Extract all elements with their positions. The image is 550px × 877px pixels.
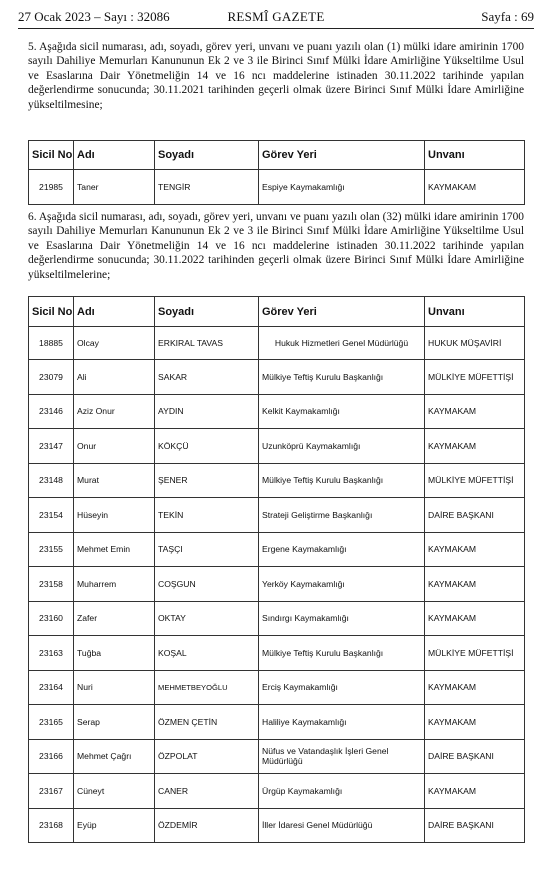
cell-adi: Aziz Onur (74, 394, 155, 429)
section-5-paragraph: 5. Aşağıda sicil numarası, adı, soyadı, görev yeri, unvanı ve puanı yazılı olan (1) mülki idare amirinin 1700 sayılı Dahiliye Memurları Kanununun Ek 2 ve 3 ile Birinci Sınıf Mülki İdare Amirliğine Yükseltilme Usul ve Esaslarına Dair Yönetmeliğin 14 ve 16 ncı maddelerine istinaden 30.11.2022 tarihinde yapılan değerlendirme sonucunda; 30.11.2021 tarihinden geçerli olmak üzere Birinci Sınıf Mülki İdare Amirliğine yükseltilmesine; (28, 41, 524, 111)
cell-adi: Olcay (74, 327, 155, 360)
cell-gorev-yeri: Strateji Geliştirme Başkanlığı (259, 498, 425, 533)
header-adi: Adı (74, 141, 155, 170)
cell-unvani: DAİRE BAŞKANI (425, 498, 525, 533)
cell-sicil-no: 23079 (29, 360, 74, 395)
table-row (29, 463, 525, 498)
cell-unvani: MÜLKİYE MÜFETTİŞİ (425, 636, 525, 671)
table-header-row (29, 297, 525, 327)
cell-sicil-no: 23148 (29, 463, 74, 498)
cell-sicil-no: 23168 (29, 808, 74, 843)
cell-unvani: KAYMAKAM (425, 567, 525, 602)
cell-adi: Nuri (74, 670, 155, 705)
table-row (29, 636, 525, 671)
table-row (29, 774, 525, 809)
header-soyadi: Soyadı (155, 297, 259, 327)
table-row (29, 170, 525, 205)
cell-soyadi: CANER (155, 774, 259, 809)
cell-sicil-no: 23155 (29, 532, 74, 567)
cell-sicil-no: 23167 (29, 774, 74, 809)
cell-gorev-yeri: Hukuk Hizmetleri Genel Müdürlüğü (259, 327, 425, 360)
cell-adi: Taner (74, 170, 155, 205)
cell-soyadi: OKTAY (155, 601, 259, 636)
table-row (29, 705, 525, 740)
header-sicil-no: Sicil No (29, 141, 74, 170)
cell-gorev-yeri: Kelkit Kaymakamlığı (259, 394, 425, 429)
header-gorev-yeri: Görev Yeri (259, 141, 425, 170)
table-row (29, 739, 525, 774)
cell-adi: Cüneyt (74, 774, 155, 809)
page-number: Sayfa : 69 (481, 9, 534, 24)
cell-sicil-no: 23163 (29, 636, 74, 671)
header-rule (18, 28, 534, 29)
cell-soyadi: ÖZPOLAT (155, 739, 259, 774)
table-row (29, 532, 525, 567)
cell-adi: Serap (74, 705, 155, 740)
header-unvani: Unvanı (425, 297, 525, 327)
cell-adi: Hüseyin (74, 498, 155, 533)
cell-sicil-no: 18885 (29, 327, 74, 360)
header-unvani: Unvanı (425, 141, 525, 170)
cell-sicil-no: 23158 (29, 567, 74, 602)
table-row (29, 360, 525, 395)
cell-gorev-yeri: Mülkiye Teftiş Kurulu Başkanlığı (259, 636, 425, 671)
cell-gorev-yeri: Uzunköprü Kaymakamlığı (259, 429, 425, 464)
table-row (29, 498, 525, 533)
table-row (29, 670, 525, 705)
section-6-paragraph: 6. Aşağıda sicil numarası, adı, soyadı, görev yeri, unvanı ve puanı yazılı olan (32) mülki idare amirinin 1700 sayılı Dahiliye Memurları Kanununun Ek 2 ve 3 ile Birinci Sınıf Mülki İdare Amirliğine Yükseltilme Usul ve Esaslarına Dair Yönetmeliğin 14 ve 16 ncı maddelerine istinaden 30.11.2022 tarihinde yapılan değerlendirme sonucunda; 30.11.2022 tarihinden geçerli olmak üzere Birinci Sınıf Mülki İdare Amirliğine yükseltilmelerine; (28, 211, 524, 281)
cell-unvani: KAYMAKAM (425, 532, 525, 567)
cell-unvani: DAİRE BAŞKANI (425, 808, 525, 843)
cell-gorev-yeri: Nüfus ve Vatandaşlık İşleri Genel Müdürlüğü (259, 739, 425, 774)
cell-soyadi: TEKİN (155, 498, 259, 533)
cell-adi: Eyüp (74, 808, 155, 843)
cell-soyadi: SAKAR (155, 360, 259, 395)
cell-gorev-yeri: İller İdaresi Genel Müdürlüğü (259, 808, 425, 843)
cell-adi: Tuğba (74, 636, 155, 671)
header-adi: Adı (74, 297, 155, 327)
cell-sicil-no: 23160 (29, 601, 74, 636)
cell-soyadi: ERKIRAL TAVAS (155, 327, 259, 360)
cell-soyadi: AYDIN (155, 394, 259, 429)
header-soyadi: Soyadı (155, 141, 259, 170)
cell-sicil-no: 23166 (29, 739, 74, 774)
cell-sicil-no: 23146 (29, 394, 74, 429)
cell-gorev-yeri: Ergene Kaymakamlığı (259, 532, 425, 567)
cell-gorev-yeri: Haliliye Kaymakamlığı (259, 705, 425, 740)
table-section-6 (28, 296, 525, 843)
cell-unvani: DAİRE BAŞKANI (425, 739, 525, 774)
table-row (29, 567, 525, 602)
cell-gorev-yeri: Mülkiye Teftiş Kurulu Başkanlığı (259, 360, 425, 395)
cell-adi: Ali (74, 360, 155, 395)
issue-date-number: 27 Ocak 2023 – Sayı : 32086 (18, 9, 170, 24)
cell-unvani: KAYMAKAM (425, 170, 525, 205)
table-row (29, 601, 525, 636)
cell-unvani: KAYMAKAM (425, 670, 525, 705)
cell-soyadi: KOŞAL (155, 636, 259, 671)
cell-unvani: HUKUK MÜŞAVİRİ (425, 327, 525, 360)
cell-gorev-yeri: Mülkiye Teftiş Kurulu Başkanlığı (259, 463, 425, 498)
header-sicil-no: Sicil No (29, 297, 74, 327)
cell-sicil-no: 23147 (29, 429, 74, 464)
cell-unvani: KAYMAKAM (425, 394, 525, 429)
cell-soyadi: ÖZMEN ÇETİN (155, 705, 259, 740)
page-header (18, 7, 534, 29)
cell-sicil-no: 21985 (29, 170, 74, 205)
cell-sicil-no: 23164 (29, 670, 74, 705)
cell-gorev-yeri: Sındırgı Kaymakamlığı (259, 601, 425, 636)
cell-unvani: KAYMAKAM (425, 429, 525, 464)
table-row (29, 327, 525, 360)
table-row (29, 394, 525, 429)
cell-unvani: KAYMAKAM (425, 601, 525, 636)
cell-unvani: KAYMAKAM (425, 774, 525, 809)
table-row (29, 808, 525, 843)
cell-soyadi: MEHMETBEYOĞLU (155, 670, 259, 705)
cell-gorev-yeri: Ürgüp Kaymakamlığı (259, 774, 425, 809)
cell-gorev-yeri: Yerköy Kaymakamlığı (259, 567, 425, 602)
cell-sicil-no: 23154 (29, 498, 74, 533)
cell-soyadi: KÖKÇÜ (155, 429, 259, 464)
cell-adi: Onur (74, 429, 155, 464)
cell-gorev-yeri: Erciş Kaymakamlığı (259, 670, 425, 705)
header-gorev-yeri: Görev Yeri (259, 297, 425, 327)
cell-adi: Mehmet Çağrı (74, 739, 155, 774)
cell-adi: Zafer (74, 601, 155, 636)
table-row (29, 429, 525, 464)
cell-adi: Murat (74, 463, 155, 498)
cell-unvani: KAYMAKAM (425, 705, 525, 740)
table-header-row (29, 141, 525, 170)
cell-soyadi: TENGİR (155, 170, 259, 205)
cell-sicil-no: 23165 (29, 705, 74, 740)
cell-unvani: MÜLKİYE MÜFETTİŞİ (425, 360, 525, 395)
table-section-5 (28, 140, 525, 205)
gazette-title: RESMÎ GAZETE (227, 9, 325, 24)
cell-adi: Mehmet Emin (74, 532, 155, 567)
cell-soyadi: TAŞÇI (155, 532, 259, 567)
cell-gorev-yeri: Espiye Kaymakamlığı (259, 170, 425, 205)
cell-unvani: MÜLKİYE MÜFETTİŞİ (425, 463, 525, 498)
cell-soyadi: ÖZDEMİR (155, 808, 259, 843)
cell-soyadi: ŞENER (155, 463, 259, 498)
cell-adi: Muharrem (74, 567, 155, 602)
cell-soyadi: COŞGUN (155, 567, 259, 602)
